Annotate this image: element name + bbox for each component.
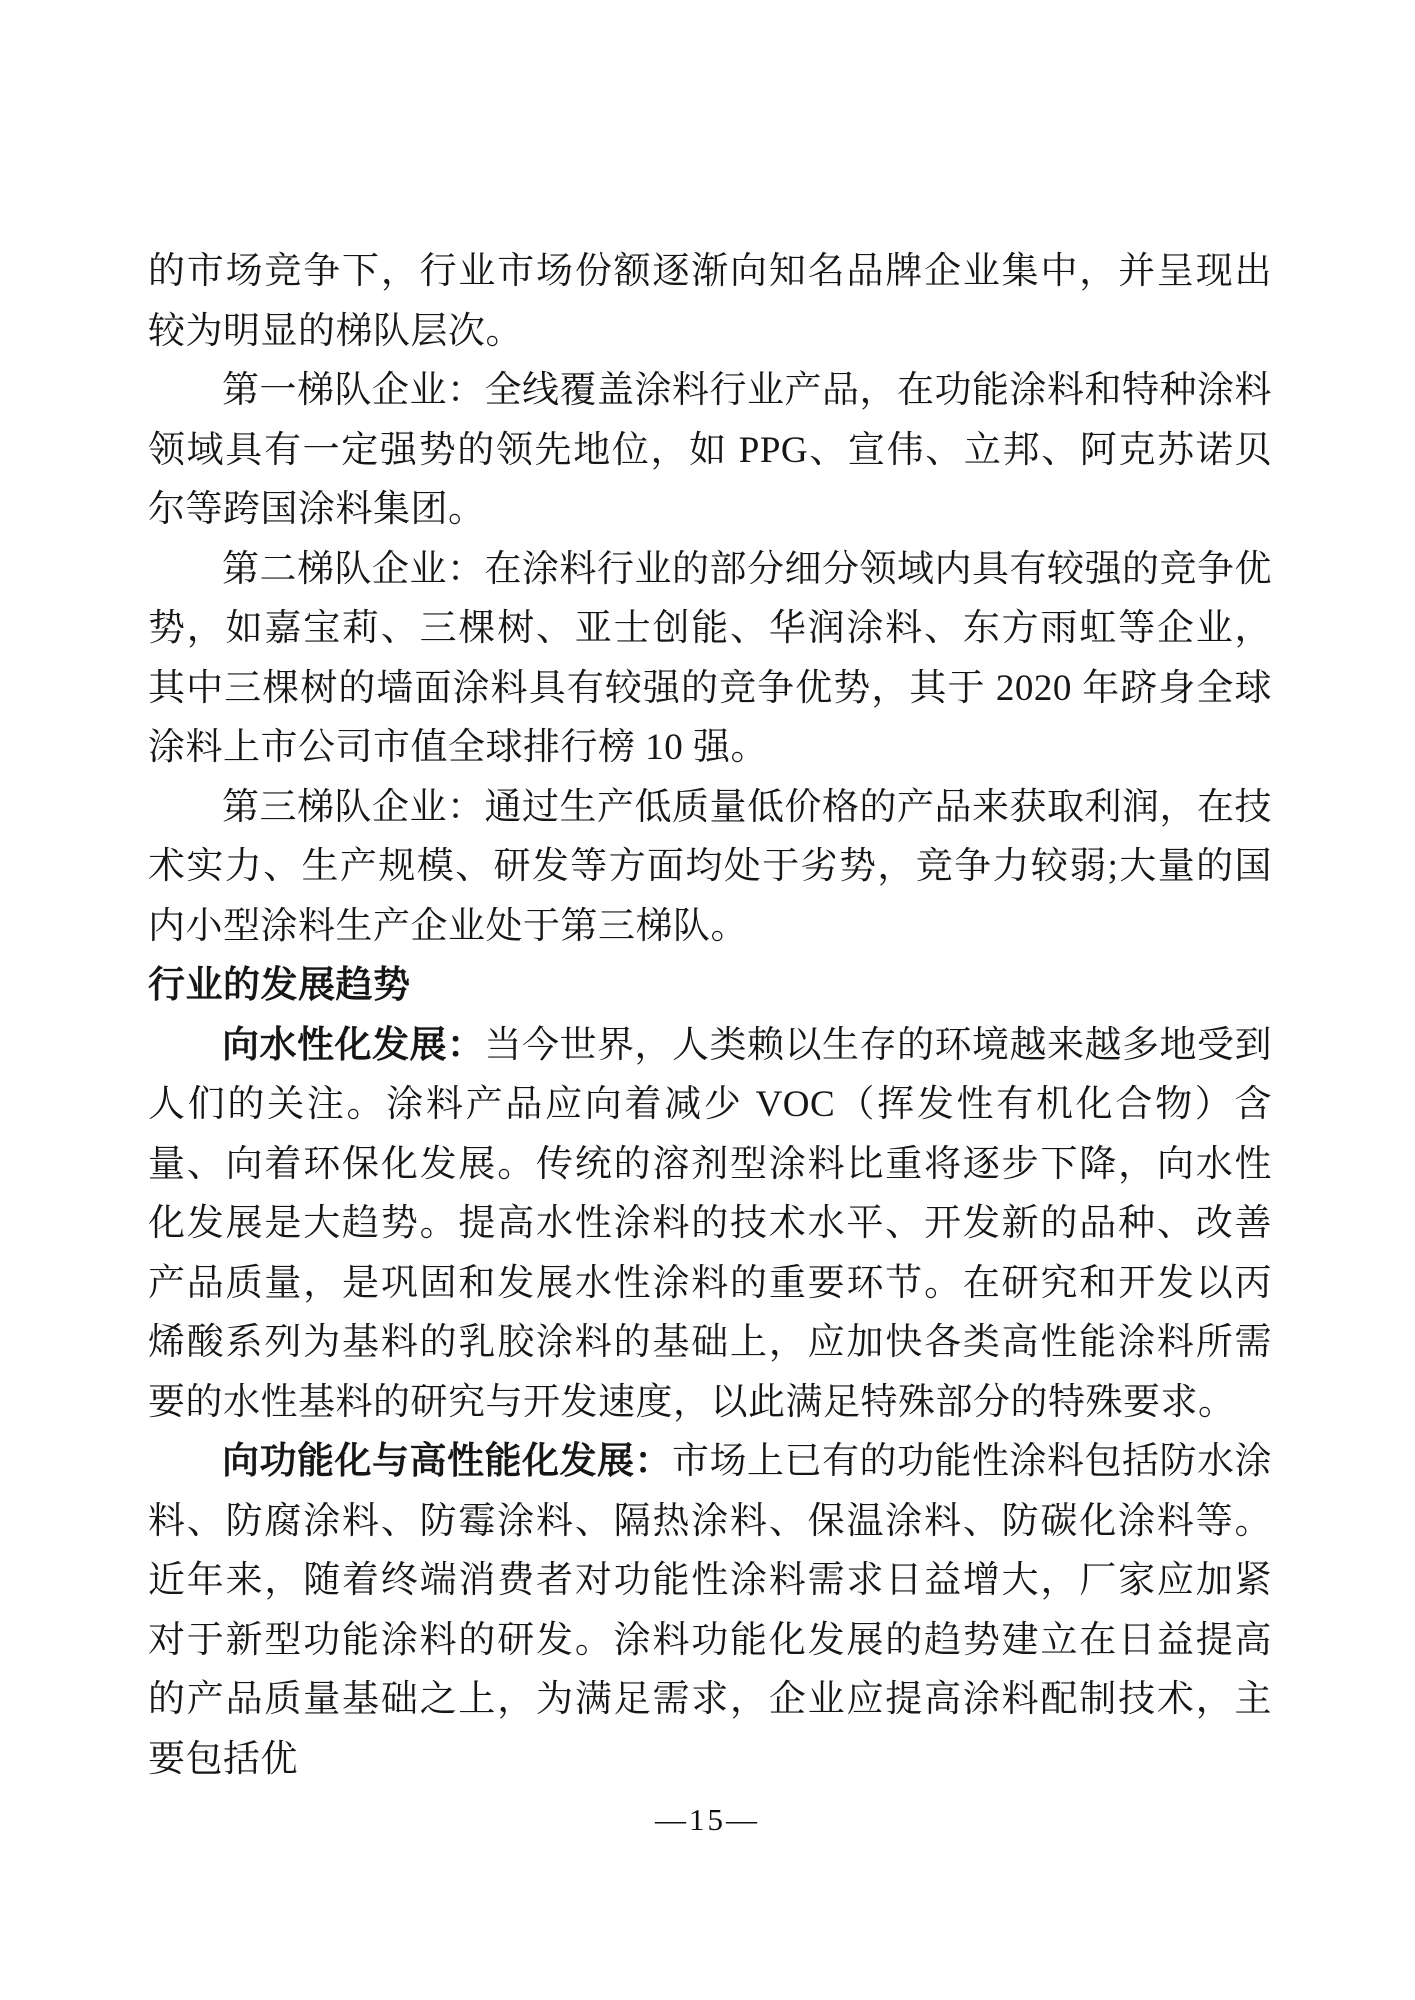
paragraph-text: 第二梯队企业：在涂料行业的部分细分领域内具有较强的竞争优势，如嘉宝莉、三棵树、亚士创能、华润涂料、东方雨虹等企业，其中三棵树的墙面涂料具有较强的竞争优势，其于 2020 年跻身全球涂料上市公司市值全球排行榜 10 强。	[148, 548, 1272, 768]
page-number-text: —15—	[655, 1802, 760, 1837]
paragraph	[148, 242, 1272, 361]
paragraph-lead: 向水性化发展：	[222, 1024, 485, 1066]
paragraph	[148, 361, 1272, 540]
paragraph	[148, 540, 1272, 778]
paragraph-lead: 向功能化与高性能化发展：	[222, 1441, 672, 1482]
paragraph	[148, 1432, 1272, 1789]
paragraph-text: 当今世界，人类赖以生存的环境越来越多地受到人们的关注。涂料产品应向着减少 VOC（挥发性有机化合物）含量、向着环保化发展。传统的溶剂型涂料比重将逐步下降，向水性化发展是大趋势。提高水性涂料的技术水平、开发新的品种、改善产品质量，是巩固和发展水性涂料的重要环节。在研究和开发以丙烯酸系列为基料的乳胶涂料的基础上，应加快各类高性能涂料所需要的水性基料的研究与开发速度，以此满足特殊部分的特殊要求。	[148, 1024, 1272, 1423]
paragraph-text: 第三梯队企业：通过生产低质量低价格的产品来获取利润，在技术实力、生产规模、研发等方面均处于劣势，竞争力较弱;大量的国内小型涂料生产企业处于第三梯队。	[148, 786, 1272, 947]
paragraph-text: 第一梯队企业：全线覆盖涂料行业产品，在功能涂料和特种涂料领域具有一定强势的领先地位，如 PPG、宣伟、立邦、阿克苏诺贝尔等跨国涂料集团。	[148, 370, 1272, 530]
page-body	[148, 242, 1272, 1789]
page-number	[0, 1802, 1415, 1838]
paragraph-text: 市场上已有的功能性涂料包括防水涂料、防腐涂料、防霉涂料、隔热涂料、保温涂料、防碳化涂料等。近年来，随着终端消费者对功能性涂料需求日益增大，厂家应加紧对于新型功能涂料的研发。涂料功能化发展的趋势建立在日益提高的产品质量基础之上，为满足需求，企业应提高涂料配制技术，主要包括优	[148, 1441, 1272, 1780]
section-heading-text: 行业的发展趋势	[148, 965, 411, 1006]
section-heading	[148, 956, 1272, 1016]
paragraph	[148, 778, 1272, 957]
paragraph-text: 的市场竞争下，行业市场份额逐渐向知名品牌企业集中，并呈现出较为明显的梯队层次。	[148, 251, 1272, 352]
paragraph	[148, 1016, 1272, 1433]
